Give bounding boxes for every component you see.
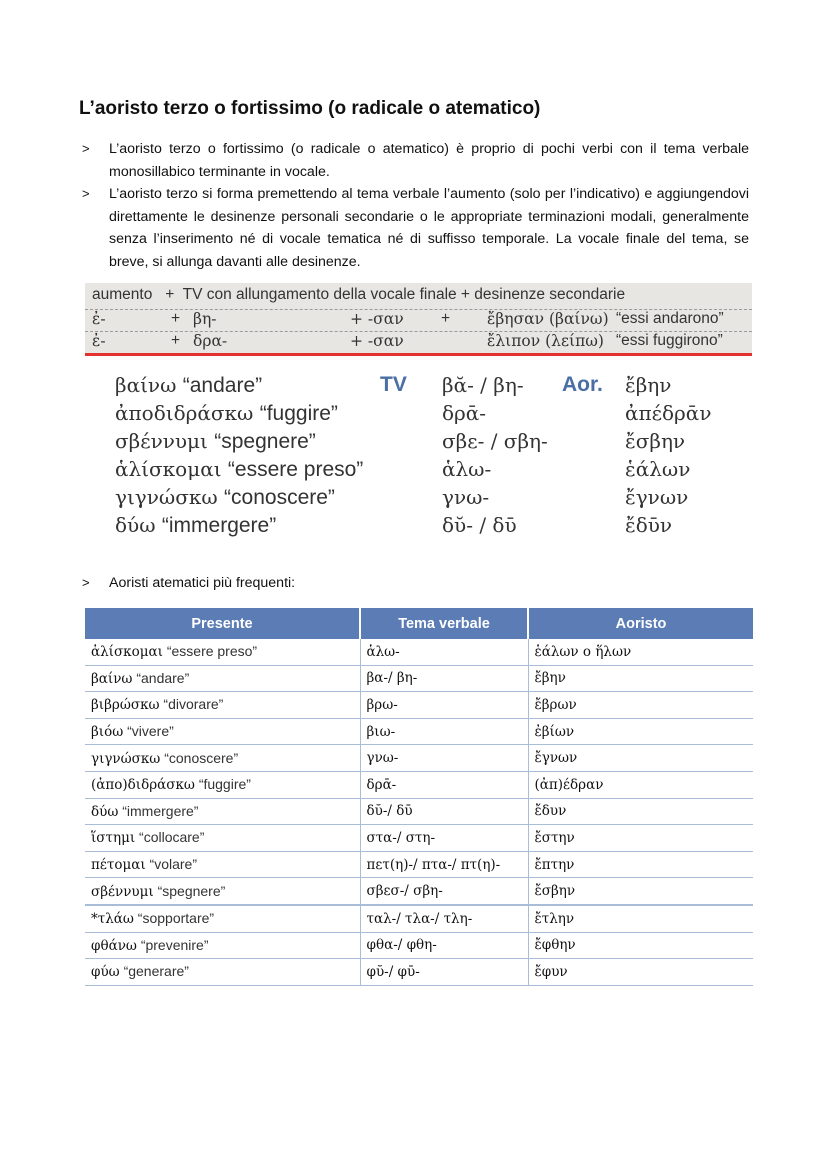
formation-augment: ἐ- <box>92 332 106 350</box>
table-row <box>85 692 753 719</box>
table-row <box>85 798 753 825</box>
cell-tema: ἁλω- <box>360 639 528 665</box>
verb-stem: δρᾱ- <box>442 401 487 425</box>
verb-lemma: ἀποδιδράσκω “fuggire” <box>115 401 338 425</box>
page-title: L’aoristo terzo o fortissimo (o radicale o atematico) <box>79 98 541 119</box>
bullet-item <box>79 183 749 273</box>
formation-plus: + <box>441 310 451 327</box>
cell-tema: βρω- <box>360 692 528 719</box>
cell-aoristo: ἐβίων <box>528 718 753 745</box>
verb-stem: δῠ- / δῡ <box>442 513 517 537</box>
cell-presente: (ἀπο)διδράσκω “fuggire” <box>85 771 360 798</box>
cell-aoristo: ἔδυν <box>528 798 753 825</box>
verb-aorist: ἔβην <box>625 373 672 397</box>
table-row <box>85 718 753 745</box>
cell-presente: βιβρώσκω “divorare” <box>85 692 360 719</box>
formation-plus: + <box>171 332 181 349</box>
verb-lemma: σβέννυμι “spegnere” <box>115 429 316 453</box>
cell-presente: φθάνω “prevenire” <box>85 932 360 959</box>
verb-row <box>115 401 755 429</box>
cell-aoristo: ἔπτην <box>528 851 753 878</box>
formation-augment: ἐ- <box>92 310 106 328</box>
verb-aorist: ἔγνων <box>625 485 689 509</box>
cell-tema: φῠ-/ φῡ- <box>360 959 528 986</box>
table-row <box>85 959 753 986</box>
bullet-marker: > <box>82 186 90 201</box>
formation-ending: + -σαν <box>350 332 404 350</box>
table-row <box>85 851 753 878</box>
cell-presente: σβέννυμι “spegnere” <box>85 878 360 905</box>
cell-aoristo: ἔβρων <box>528 692 753 719</box>
bullet-marker: > <box>82 575 90 590</box>
verb-row <box>115 373 755 401</box>
bullet-text: L’aoristo terzo o fortissimo (o radicale o atematico) è proprio di pochi verbi con il tema verbale monosillabico terminante in vocale. <box>109 141 749 180</box>
table-row <box>85 878 753 905</box>
cell-presente: *τλάω “sopportare” <box>85 905 360 932</box>
cell-tema: βα-/ βη- <box>360 665 528 692</box>
cell-presente: βιόω “vivere” <box>85 718 360 745</box>
formation-form: ἔλιπον (λείπω) <box>487 332 604 350</box>
table-intro-text: Aoristi atematici più frequenti: <box>109 575 296 591</box>
cell-aoristo: ἔφυν <box>528 959 753 986</box>
cell-tema: σβεσ-/ σβη- <box>360 878 528 905</box>
table-intro <box>79 575 295 591</box>
verb-row <box>115 513 755 541</box>
verb-aorist: ἔσβην <box>625 429 686 453</box>
table-row <box>85 771 753 798</box>
intro-bullets <box>79 138 749 273</box>
cell-presente: πέτομαι “volare” <box>85 851 360 878</box>
table-row <box>85 932 753 959</box>
verb-stem: σβε- / σβη- <box>442 429 548 453</box>
cell-aoristo: ἔστην <box>528 825 753 852</box>
cell-presente: φύω “generare” <box>85 959 360 986</box>
table-row <box>85 745 753 772</box>
cell-tema: στα-/ στη- <box>360 825 528 852</box>
formation-form: ἔβησαν (βαίνω) <box>487 310 609 328</box>
bullet-item <box>79 138 749 183</box>
verb-lemma: βαίνω “andare” <box>115 373 263 397</box>
verb-row <box>115 429 755 457</box>
aorist-table <box>85 608 753 986</box>
table-row <box>85 905 753 932</box>
verb-stem: ἁλω- <box>442 457 492 481</box>
cell-presente: βαίνω “andare” <box>85 665 360 692</box>
verb-stem: γνω- <box>442 485 490 509</box>
cell-tema: βιω- <box>360 718 528 745</box>
bullet-marker: > <box>82 141 90 156</box>
verb-row <box>115 485 755 513</box>
verb-lemma: γιγνώσκω “conoscere” <box>115 485 335 509</box>
verb-row <box>115 457 755 485</box>
cell-aoristo: ἔγνων <box>528 745 753 772</box>
cell-aoristo: (ἀπ)έδραν <box>528 771 753 798</box>
verb-lemma: δύω “immergere” <box>115 513 277 537</box>
formation-stem: δρα- <box>193 332 228 350</box>
verb-lemma: ἁλίσκομαι “essere preso” <box>115 457 364 481</box>
cell-aoristo: ἔτλην <box>528 905 753 932</box>
cell-tema: δῠ-/ δῡ <box>360 798 528 825</box>
bullet-text: L’aoristo terzo si forma premettendo al tema verbale l’aumento (solo per l’indicativo) e aggiungendovi direttamente le desinenze personali secondarie o le appropriate terminazioni modali, generalmente senza l’inserimento né di vocale tematica né di suffisso temporale. La vocale finale del tema, se breve, si allunga davanti alle desinenze. <box>109 186 749 270</box>
cell-aoristo: ἔσβην <box>528 878 753 905</box>
cell-presente: δύω “immergere” <box>85 798 360 825</box>
formation-gloss: “essi fuggirono” <box>616 332 723 349</box>
tv-label: TV <box>380 373 407 396</box>
cell-presente: ἁλίσκομαι “essere preso” <box>85 639 360 665</box>
cell-aoristo: ἔβην <box>528 665 753 692</box>
verb-aorist: ἑάλων <box>625 457 691 481</box>
table-row <box>85 825 753 852</box>
col-header-tema: Tema verbale <box>360 608 528 639</box>
cell-tema: πετ(η)-/ πτα-/ πτ(η)- <box>360 851 528 878</box>
verb-aorist: ἀπέδρᾱν <box>625 401 712 425</box>
formation-stem: βη- <box>193 310 217 328</box>
cell-tema: φθα-/ φθη- <box>360 932 528 959</box>
verb-aorist: ἔδῡν <box>625 513 673 537</box>
cell-aoristo: ἔφθην <box>528 932 753 959</box>
formation-header: aumento + TV con allungamento della vocale finale + desinenze secondarie <box>92 286 626 303</box>
formation-gloss: “essi andarono” <box>616 310 724 327</box>
verb-stem: βᾰ- / βη- <box>442 373 524 397</box>
formation-ending: + -σαν <box>350 310 404 328</box>
table-header-row <box>85 608 753 639</box>
cell-aoristo: ἑάλων o ἥλων <box>528 639 753 665</box>
cell-tema: ταλ-/ τλα-/ τλη- <box>360 905 528 932</box>
table-row <box>85 665 753 692</box>
formation-plus: + <box>171 310 181 327</box>
formation-box <box>85 283 752 356</box>
aor-label: Aor. <box>562 373 603 396</box>
col-header-presente: Presente <box>85 608 360 639</box>
table-row <box>85 639 753 665</box>
cell-presente: ἵστημι “collocare” <box>85 825 360 852</box>
cell-tema: γνω- <box>360 745 528 772</box>
cell-tema: δρᾱ- <box>360 771 528 798</box>
cell-presente: γιγνώσκω “conoscere” <box>85 745 360 772</box>
col-header-aoristo: Aoristo <box>528 608 753 639</box>
